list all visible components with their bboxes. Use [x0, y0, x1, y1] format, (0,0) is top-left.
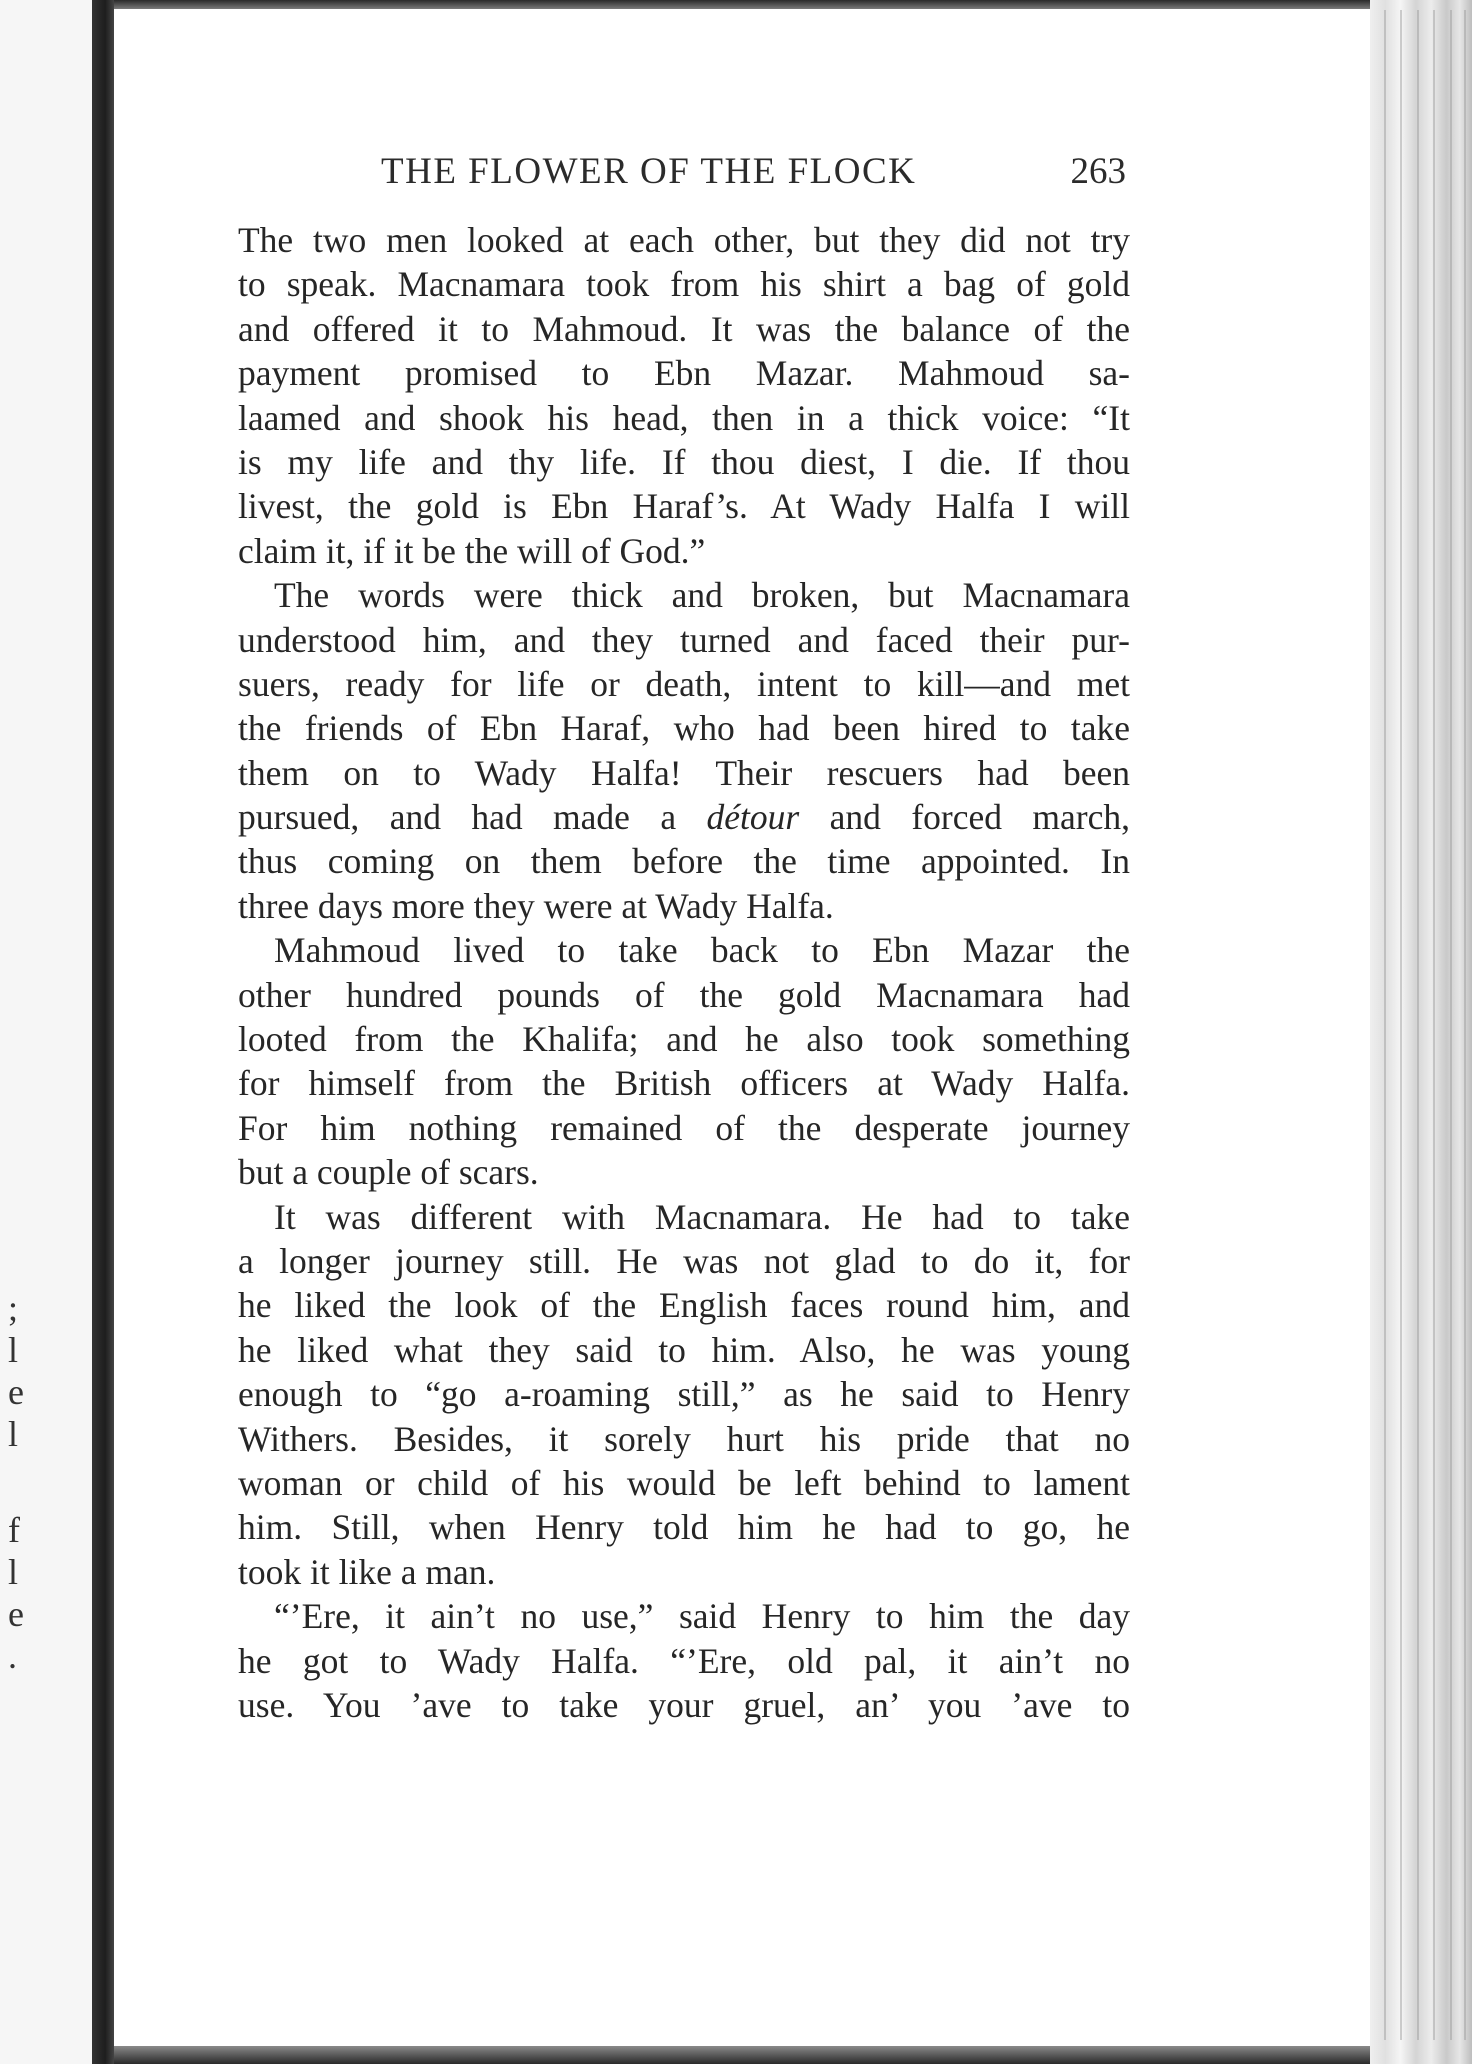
page-number: 263 — [1070, 151, 1126, 192]
bleed-glyph: l — [8, 1330, 19, 1370]
text-line: “’Ere, it ain’t no use,” said Henry to him the day — [274, 1596, 1130, 1637]
bleed-glyph: l — [8, 1552, 19, 1592]
text-line: looted from the Khalifa; and he also took something — [238, 1019, 1130, 1060]
text-line: claim it, if it be the will of God.” — [238, 530, 706, 571]
bleed-glyph: ; — [8, 1288, 19, 1328]
body-text — [238, 218, 1130, 1727]
page-fore-edge — [1370, 0, 1472, 2064]
text-line: Withers. Besides, it sorely hurt his pride that no — [238, 1418, 1130, 1459]
text-line: thus coming on them before the time appointed. In — [238, 841, 1130, 882]
bleed-glyph: e — [8, 1594, 24, 1634]
text-line: him. Still, when Henry told him he had to go, he — [238, 1507, 1130, 1548]
text-line: payment promised to Ebn Mazar. Mahmoud sa- — [238, 353, 1130, 394]
text-line: It was different with Macnamara. He had to take — [274, 1196, 1130, 1237]
text-line: The two men looked at each other, but they did not try — [238, 220, 1130, 260]
text-line: a longer journey still. He was not glad to do it, for — [238, 1240, 1130, 1281]
text-line: he got to Wady Halfa. “’Ere, old pal, it ain’t no — [238, 1640, 1130, 1681]
text-line: pursued, and had made a détour and forced march, — [238, 797, 1130, 838]
text-line: laamed and shook his head, then in a thick voice: “It — [238, 397, 1130, 438]
text-line: he liked the look of the English faces round him, and — [238, 1285, 1130, 1326]
text-line: understood him, and they turned and faced their pur- — [238, 619, 1130, 660]
page-top-edge — [114, 0, 1374, 9]
text-line: to speak. Macnamara took from his shirt a bag of gold — [238, 264, 1130, 305]
text-line: The words were thick and broken, but Macnamara — [274, 575, 1130, 616]
text-line: and offered it to Mahmoud. It was the balance of the — [238, 308, 1130, 349]
text-line: livest, the gold is Ebn Haraf’s. At Wady Halfa I will — [238, 486, 1130, 527]
text-line: three days more they were at Wady Halfa. — [238, 885, 834, 926]
text-line: Mahmoud lived to take back to Ebn Mazar the — [274, 930, 1130, 971]
text-line: for himself from the British officers at Wady Halfa. — [238, 1063, 1130, 1104]
text-line: other hundred pounds of the gold Macnamara had — [238, 974, 1130, 1015]
running-header — [232, 142, 1132, 202]
text-line: enough to “go a-roaming still,” as he said to Henry — [238, 1374, 1130, 1415]
text-line: them on to Wady Halfa! Their rescuers had been — [238, 752, 1130, 793]
text-line: is my life and thy life. If thou diest, I die. If thou — [238, 441, 1130, 482]
text-line: For him nothing remained of the desperate journey — [238, 1107, 1130, 1148]
page-bottom-edge — [114, 2046, 1472, 2064]
bleed-glyph: l — [8, 1414, 19, 1454]
running-title: THE FLOWER OF THE FLOCK — [381, 151, 917, 192]
bleed-glyph: f — [8, 1510, 20, 1550]
text-line: suers, ready for life or death, intent to kill—and met — [238, 663, 1130, 704]
text-line: the friends of Ebn Haraf, who had been hired to take — [238, 708, 1130, 749]
text-line: woman or child of his would be left behind to lament — [238, 1462, 1130, 1503]
text-line: he liked what they said to him. Also, he was young — [238, 1329, 1130, 1370]
text-line: use. You ’ave to take your gruel, an’ you ’ave to — [238, 1684, 1130, 1725]
text-line: but a couple of scars. — [238, 1152, 539, 1193]
book-spine-shadow — [92, 0, 114, 2064]
text-line: took it like a man. — [238, 1551, 496, 1592]
bleed-glyph: . — [8, 1636, 17, 1676]
left-page-bleed-through — [0, 0, 92, 2064]
bleed-glyph: e — [8, 1372, 24, 1412]
